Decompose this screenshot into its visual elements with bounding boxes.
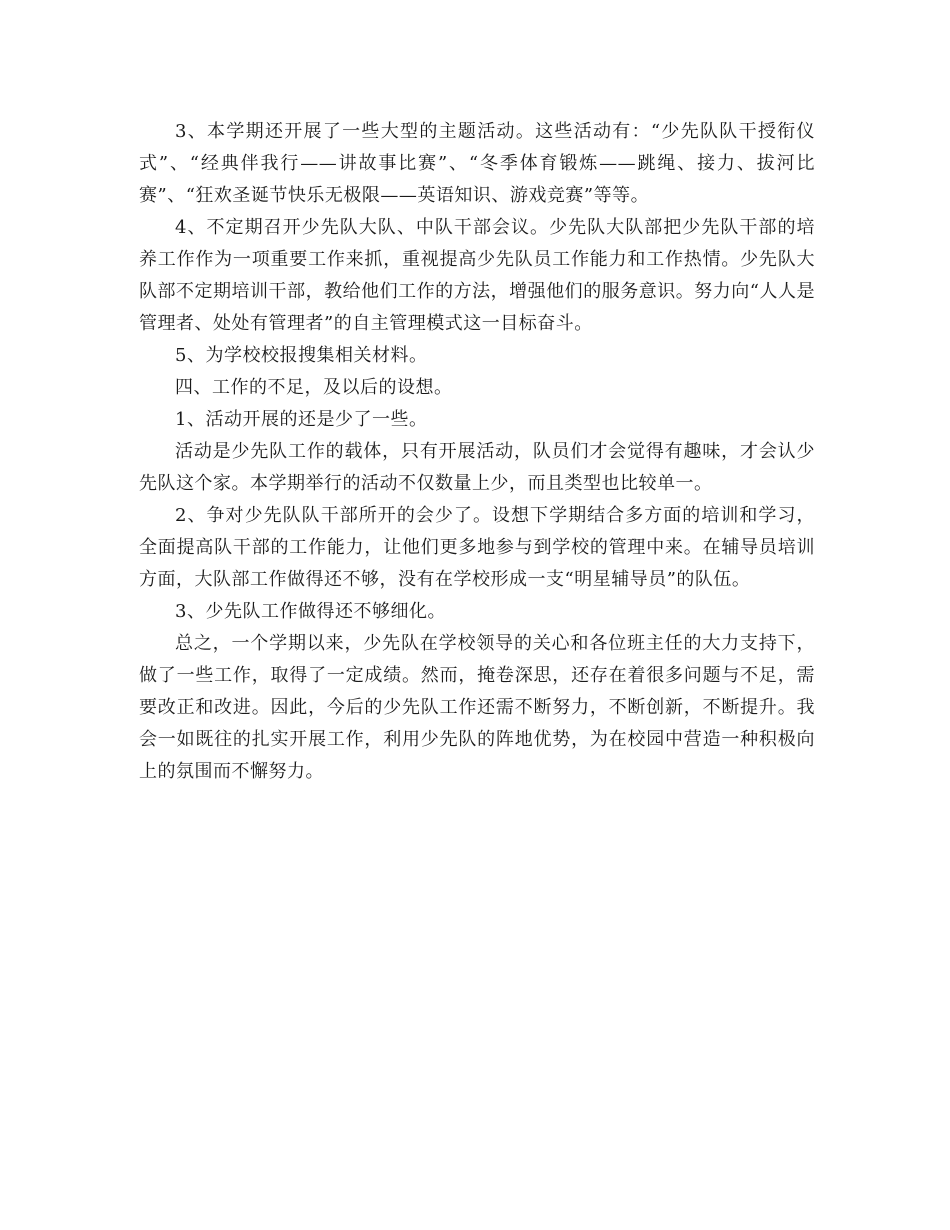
paragraph-not-detailed: 3、少先队工作做得还不够细化。: [175, 601, 446, 622]
paragraph-theme-activities: 3、本学期还开展了一些大型的主题活动。这些活动有：“少先队队干授衔仪式”、“经典伴我行——讲故事比赛”、“冬季体育锻炼——跳绳、接力、拔河比赛”、“狂欢圣诞节快乐无极限——英语知识、游戏竞赛”等等。: [139, 121, 815, 206]
paragraph-few-activities: 1、活动开展的还是少了一些。: [175, 409, 428, 430]
paragraph-cadre-meetings: 4、不定期召开少先队大队、中队干部会议。少先队大队部把少先队干部的培养工作作为一项重要工作来抓，重视提高少先队员工作能力和工作热情。少先队大队部不定期培训干部，教给他们工作的方法，增强他们的服务意识。努力向“人人是管理者、处处有管理者”的自主管理模式这一目标奋斗。: [139, 217, 815, 334]
paragraph-activities-carrier: 活动是少先队工作的载体，只有开展活动，队员们才会觉得有趣味，才会认少先队这个家。本学期举行的活动不仅数量上少，而且类型也比较单一。: [139, 441, 815, 494]
paragraph-conclusion: 总之，一个学期以来，少先队在学校领导的关心和各位班主任的大力支持下，做了一些工作，取得了一定成绩。然而，掩卷深思，还存在着很多问题与不足，需要改正和改进。因此，今后的少先队工作还需不断努力，不断创新，不断提升。我会一如既往的扎实开展工作，利用少先队的阵地优势，为在校园中营造一种积极向上的氛围而不懈努力。: [139, 633, 815, 782]
paragraph-few-meetings: 2、争对少先队队干部所开的会少了。设想下学期结合多方面的培训和学习，全面提高队干部的工作能力，让他们更多地参与到学校的管理中来。在辅导员培训方面，大队部工作做得还不够，没有在学校形成一支“明星辅导员”的队伍。: [139, 505, 815, 590]
section-heading-shortcomings: 四、工作的不足，及以后的设想。: [175, 377, 453, 398]
document-body: [139, 116, 815, 788]
paragraph-school-newspaper: 5、为学校校报搜集相关材料。: [175, 345, 428, 366]
